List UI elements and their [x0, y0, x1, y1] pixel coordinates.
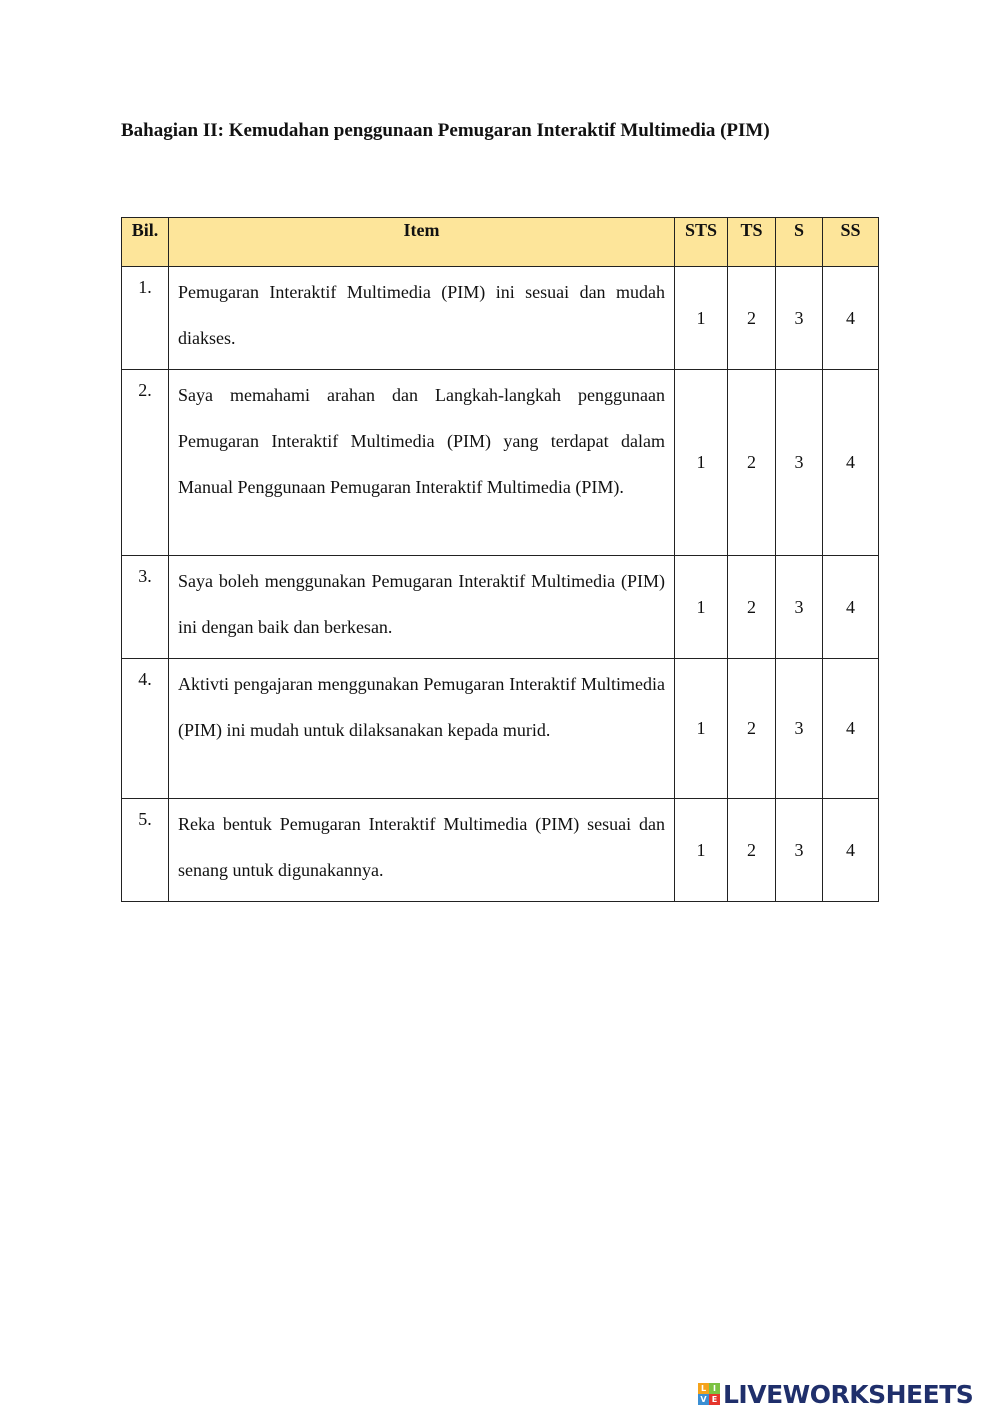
table-row [122, 556, 879, 659]
table-header-row [122, 218, 879, 267]
score-ts[interactable]: 2 [728, 659, 776, 799]
score-ts[interactable]: 2 [728, 370, 776, 556]
logo-block-i: I [709, 1383, 720, 1394]
score-sts[interactable]: 1 [675, 556, 728, 659]
score-sts[interactable]: 1 [675, 267, 728, 370]
score-ts[interactable]: 2 [728, 799, 776, 902]
logo-block-l: L [698, 1383, 709, 1394]
liveworksheets-logo [698, 1378, 973, 1410]
row-number: 5. [122, 799, 169, 902]
table-row [122, 799, 879, 902]
row-item-text: Saya memahami arahan dan Langkah-langkah penggunaan Pemugaran Interaktif Multimedia (PIM) yang terdapat dalam Manual Penggunaan Pemugaran Interaktif Multimedia (PIM). [169, 370, 675, 556]
logo-text: LIVEWORKSHEETS [723, 1379, 974, 1409]
score-ss[interactable]: 4 [823, 799, 879, 902]
header-ts: TS [728, 218, 776, 267]
score-sts[interactable]: 1 [675, 659, 728, 799]
score-sts[interactable]: 1 [675, 799, 728, 902]
row-number: 3. [122, 556, 169, 659]
header-s: S [776, 218, 823, 267]
liveworksheets-logo-icon [698, 1383, 720, 1405]
score-s[interactable]: 3 [776, 659, 823, 799]
score-ss[interactable]: 4 [823, 556, 879, 659]
header-sts: STS [675, 218, 728, 267]
section-heading: Bahagian II: Kemudahan penggunaan Pemugaran Interaktif Multimedia (PIM) [121, 120, 770, 141]
logo-block-v: V [698, 1394, 709, 1405]
score-s[interactable]: 3 [776, 556, 823, 659]
table-row [122, 370, 879, 556]
survey-table [121, 217, 879, 902]
score-s[interactable]: 3 [776, 799, 823, 902]
score-ss[interactable]: 4 [823, 370, 879, 556]
header-ss: SS [823, 218, 879, 267]
score-ts[interactable]: 2 [728, 556, 776, 659]
table-row [122, 659, 879, 799]
row-number: 2. [122, 370, 169, 556]
score-s[interactable]: 3 [776, 267, 823, 370]
table-row [122, 267, 879, 370]
row-number: 4. [122, 659, 169, 799]
score-ss[interactable]: 4 [823, 267, 879, 370]
row-item-text: Pemugaran Interaktif Multimedia (PIM) ini sesuai dan mudah diakses. [169, 267, 675, 370]
row-item-text: Aktivti pengajaran menggunakan Pemugaran Interaktif Multimedia (PIM) ini mudah untuk dilaksanakan kepada murid. [169, 659, 675, 799]
score-sts[interactable]: 1 [675, 370, 728, 556]
header-item: Item [169, 218, 675, 267]
row-number: 1. [122, 267, 169, 370]
logo-block-e: E [709, 1394, 720, 1405]
score-ss[interactable]: 4 [823, 659, 879, 799]
header-bil: Bil. [122, 218, 169, 267]
score-ts[interactable]: 2 [728, 267, 776, 370]
score-s[interactable]: 3 [776, 370, 823, 556]
row-item-text: Reka bentuk Pemugaran Interaktif Multimedia (PIM) sesuai dan senang untuk digunakannya. [169, 799, 675, 902]
row-item-text: Saya boleh menggunakan Pemugaran Interaktif Multimedia (PIM) ini dengan baik dan berkesan. [169, 556, 675, 659]
